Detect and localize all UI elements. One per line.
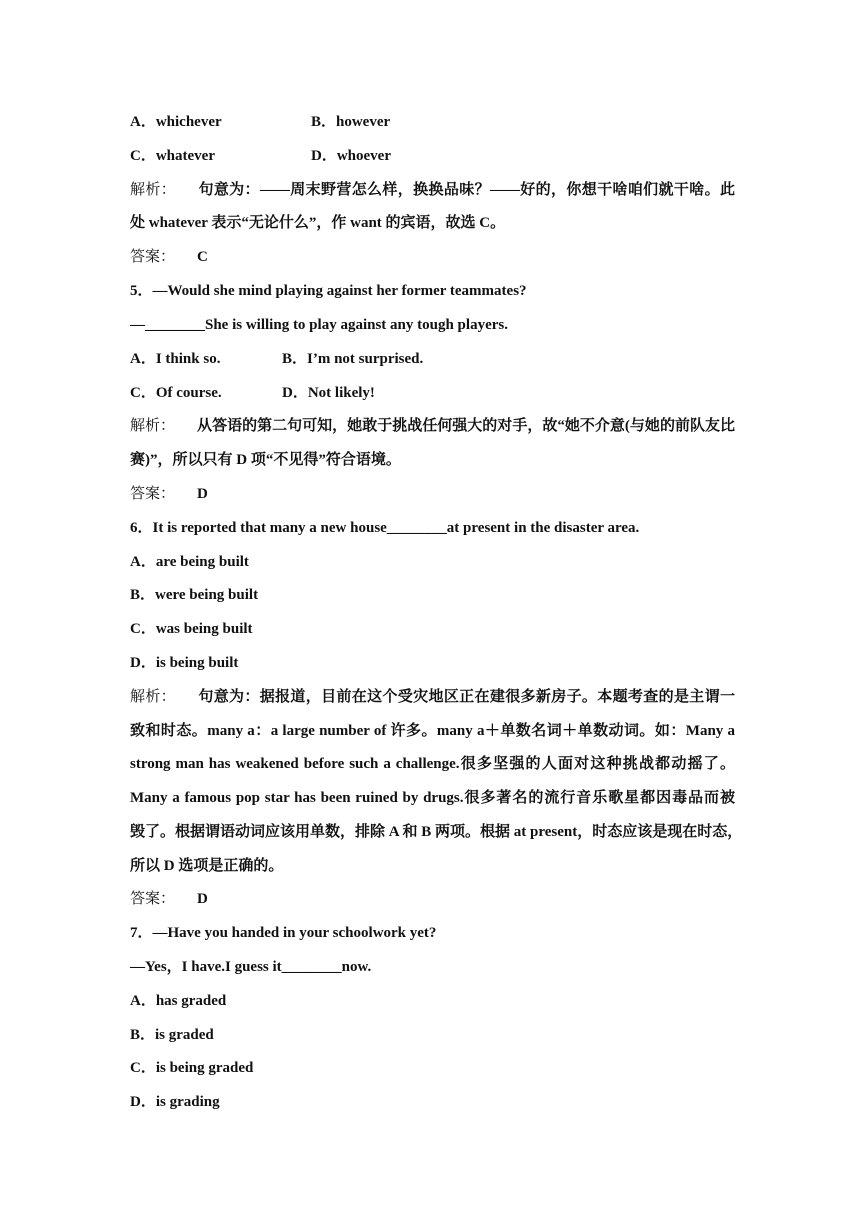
q7-option-b: B．is graded [130,1027,214,1043]
q7-option-a: A．has graded [130,993,227,1009]
q5-answer: D [197,486,208,502]
q6-analysis-line-3: strong man has weakened before such a challenge.很多坚强的人面对这种挑战都动摇了。 [130,756,735,772]
q5-stem-line-1: 5．—Would she mind playing against her former teammates? [130,283,527,299]
q4-option-b: B．however [311,114,391,130]
q6-option-d: D．is being built [130,655,239,671]
q6-analysis-line-5: 毁了。根据谓语动词应该用单数，排除 A 和 B 两项。根据 at present，时态应该是现在时态， [130,824,743,840]
q4-analysis-label: 解析： [130,182,177,198]
q4-analysis-line-1 [130,180,735,200]
q4-answer-line [130,247,735,267]
q6-analysis-line-4: Many a famous pop star has been ruined by drugs.很多著名的流行音乐歌星都因毒品而被 [130,790,735,806]
q6-analysis-text-1: 句意为：据报道，目前在这个受灾地区正在建很多新房子。本题考查的是主谓一 [198,689,735,705]
q5-option-d: D．Not likely! [282,385,375,401]
q6-answer: D [197,891,208,907]
q4-option-c: C．whatever [130,148,215,164]
q6-option-b: B．were being built [130,587,259,603]
q6-analysis-line-1 [130,687,735,707]
q4-answer: C [197,249,208,265]
q5-analysis-label: 解析： [130,418,176,434]
q5-option-c: C．Of course. [130,385,222,401]
q6-option-a: A．are being built [130,554,249,570]
q7-stem-line-2: —Yes，I have.I guess it________now. [130,959,372,975]
q7-option-c: C．is being graded [130,1060,254,1076]
q4-analysis-line-2: 处 whatever 表示“无论什么”，作 want 的宾语，故选 C。 [130,215,506,231]
q6-option-c: C．was being built [130,621,253,637]
q6-answer-label: 答案： [130,891,176,907]
q5-option-a: A．I think so. [130,351,221,367]
q5-answer-label: 答案： [130,486,176,502]
q5-stem-line-2: —________She is willing to play against any tough players. [130,317,508,333]
q5-option-b: B．I’m not surprised. [282,351,424,367]
q4-answer-label: 答案： [130,249,176,265]
q5-analysis-line-1 [130,416,735,436]
q6-stem: 6．It is reported that many a new house________at present in the disaster area. [130,520,640,536]
q7-stem-line-1: 7．—Have you handed in your schoolwork yet? [130,925,437,941]
q5-options-row-1 [130,349,735,369]
q5-options-row-2 [130,383,735,403]
q6-analysis-label: 解析： [130,689,177,705]
q4-option-d: D．whoever [311,148,391,164]
q6-analysis-line-2: 致和时态。many a：a large number of 许多。many a＋单数名词＋单数动词。如：Many a [130,723,735,739]
q4-options-row-2 [130,146,735,166]
q5-answer-line [130,484,735,504]
q6-answer-line [130,889,735,909]
q7-option-d: D．is grading [130,1094,220,1110]
q4-option-a: A．whichever [130,114,222,130]
q4-options-row-1 [130,112,735,132]
q5-analysis-line-2: 赛)”，所以只有 D 项“不见得”符合语境。 [130,452,401,468]
q6-analysis-line-6: 所以 D 选项是正确的。 [130,858,284,874]
q4-analysis-text-1: 句意为：——周末野营怎么样，换换品味？——好的，你想干啥咱们就干啥。此 [198,182,735,198]
q5-analysis-text-1: 从答语的第二句可知，她敢于挑战任何强大的对手，故“她不介意(与她的前队友比 [197,418,735,434]
